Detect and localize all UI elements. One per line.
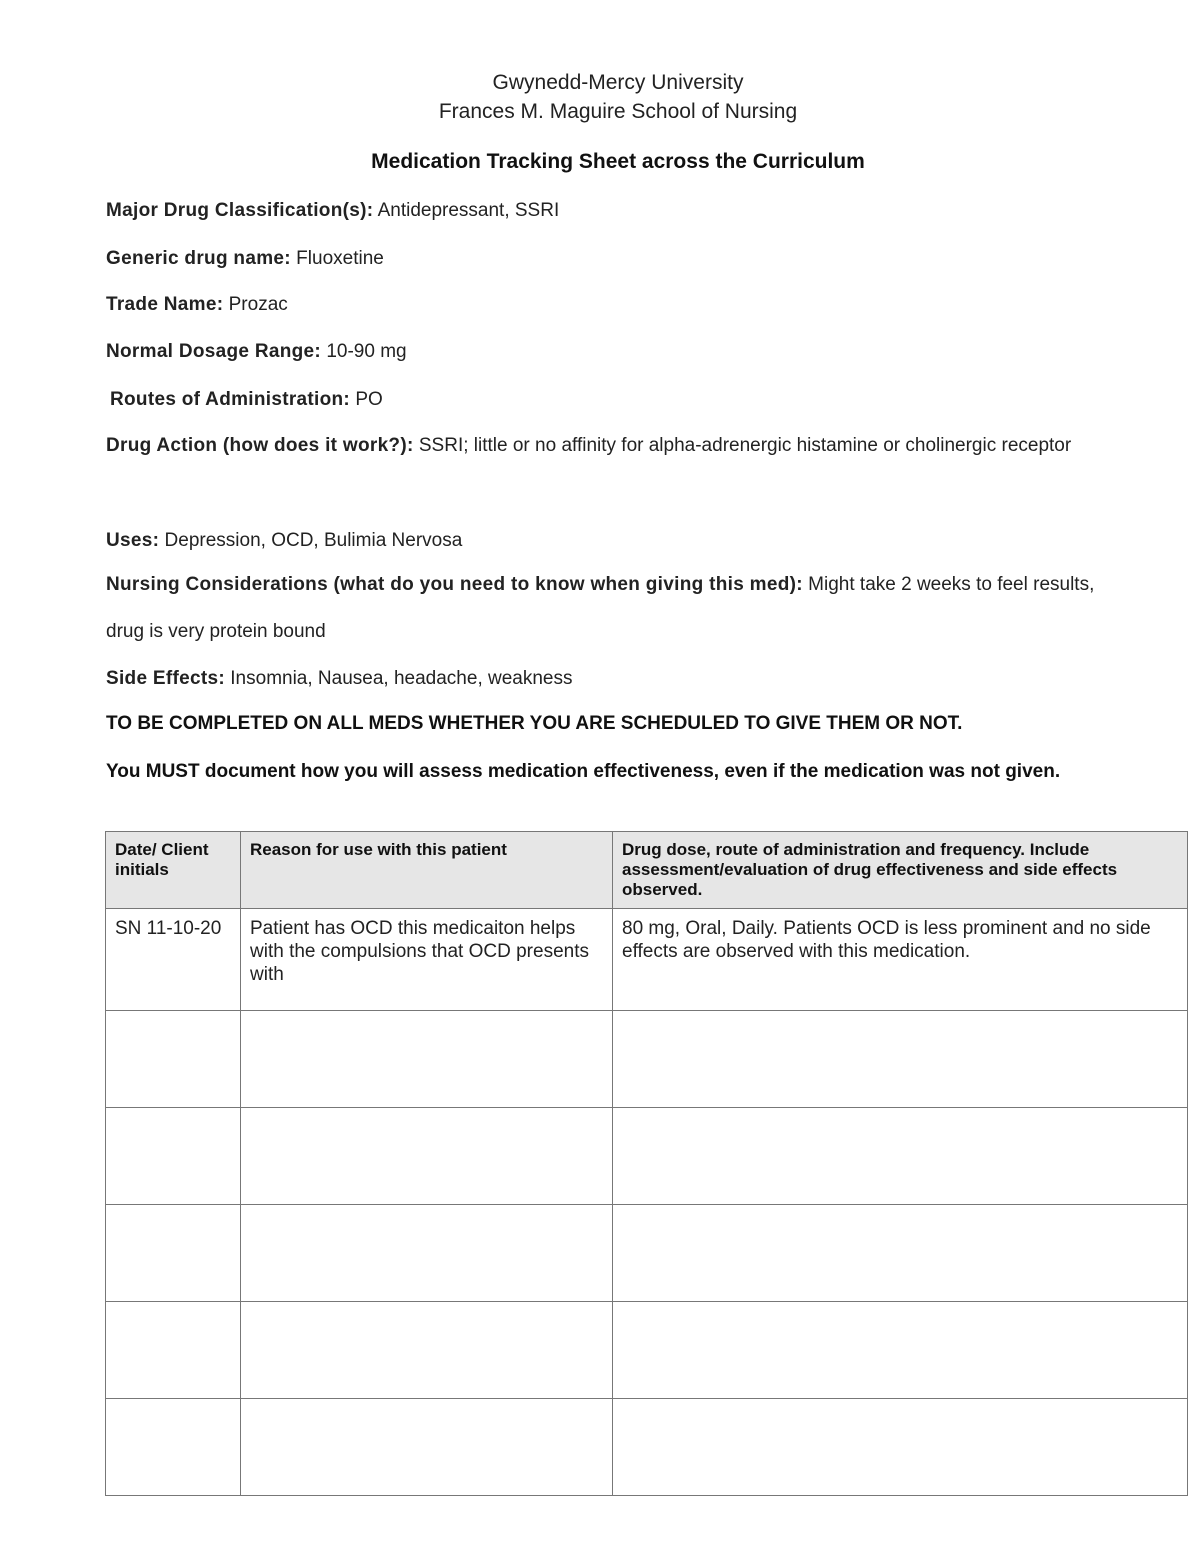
field-value: Antidepressant, SSRI xyxy=(373,200,560,221)
header-date-initials: Date/ Client initials xyxy=(106,832,241,909)
table-row xyxy=(106,909,1188,1011)
field-dosage-range xyxy=(106,328,1136,375)
cell-date-initials[interactable] xyxy=(106,1399,241,1496)
field-drug-action xyxy=(106,422,1136,469)
field-value: Depression, OCD, Bulimia Nervosa xyxy=(159,530,463,551)
field-side-effects xyxy=(106,655,1136,702)
field-trade-name xyxy=(106,281,1136,328)
field-label: Nursing Considerations (what do you need to know when giving this med): xyxy=(106,574,803,595)
cell-dose[interactable] xyxy=(613,1302,1188,1399)
table-row xyxy=(106,1108,1188,1205)
cell-date-initials[interactable] xyxy=(106,1205,241,1302)
school-name: Frances M. Maguire School of Nursing xyxy=(438,100,798,123)
cell-date-initials[interactable] xyxy=(106,1108,241,1205)
field-label: Uses: xyxy=(106,530,160,551)
field-value: Insomnia, Nausea, headache, weakness xyxy=(225,668,573,689)
field-label: Normal Dosage Range: xyxy=(106,341,322,362)
field-label: Routes of Administration: xyxy=(110,389,351,410)
table-row xyxy=(106,1205,1188,1302)
field-label: Trade Name: xyxy=(106,294,224,315)
table-row xyxy=(106,1011,1188,1108)
notice-document-effectiveness: You MUST document how you will assess medication effectiveness, even if the medication was not given. xyxy=(106,761,1061,782)
university-name: Gwynedd-Mercy University xyxy=(492,71,744,94)
cell-date-initials[interactable]: SN 11-10-20 xyxy=(106,909,241,1011)
table-header-row xyxy=(106,832,1188,909)
field-nursing-considerations xyxy=(106,561,1136,655)
field-classification xyxy=(106,187,1136,234)
field-value: SSRI; little or no affinity for alpha-adrenergic histamine or cholinergic receptor xyxy=(413,435,1072,456)
field-value: Might take 2 weeks to feel results, drug is very protein bound xyxy=(106,574,1095,642)
table-row xyxy=(106,1399,1188,1496)
cell-dose[interactable] xyxy=(613,1108,1188,1205)
field-label: Major Drug Classification(s): xyxy=(106,200,374,221)
field-uses xyxy=(106,517,1136,564)
cell-dose[interactable] xyxy=(613,1011,1188,1108)
cell-date-initials[interactable] xyxy=(106,1302,241,1399)
cell-reason[interactable]: Patient has OCD this medicaiton helps with the compulsions that OCD presents with xyxy=(241,909,613,1011)
field-label: Drug Action (how does it work?): xyxy=(106,435,414,456)
field-label: Side Effects: xyxy=(106,668,225,689)
field-routes xyxy=(110,376,1140,423)
cell-dose[interactable] xyxy=(613,1399,1188,1496)
field-value: 10-90 mg xyxy=(321,341,407,362)
field-label: Generic drug name: xyxy=(106,248,291,269)
field-value: PO xyxy=(350,389,383,410)
cell-dose[interactable]: 80 mg, Oral, Daily. Patients OCD is less prominent and no side effects are observed with this medication. xyxy=(613,909,1188,1011)
medication-tracking-table xyxy=(105,831,1188,1496)
cell-dose[interactable] xyxy=(613,1205,1188,1302)
cell-reason[interactable] xyxy=(241,1399,613,1496)
header-reason: Reason for use with this patient xyxy=(241,832,613,909)
notice-complete-all: TO BE COMPLETED ON ALL MEDS WHETHER YOU ARE SCHEDULED TO GIVE THEM OR NOT. xyxy=(106,713,963,734)
field-value: Prozac xyxy=(223,294,288,315)
cell-date-initials[interactable] xyxy=(106,1011,241,1108)
header-dose: Drug dose, route of administration and frequency. Include assessment/evaluation of drug effectiveness and side effects observed. xyxy=(613,832,1188,909)
cell-reason[interactable] xyxy=(241,1011,613,1108)
cell-reason[interactable] xyxy=(241,1205,613,1302)
field-value: Fluoxetine xyxy=(290,248,384,269)
cell-reason[interactable] xyxy=(241,1108,613,1205)
table-row xyxy=(106,1302,1188,1399)
cell-reason[interactable] xyxy=(241,1302,613,1399)
field-generic-name xyxy=(106,235,1136,282)
page-title: Medication Tracking Sheet across the Curriculum xyxy=(371,150,865,173)
